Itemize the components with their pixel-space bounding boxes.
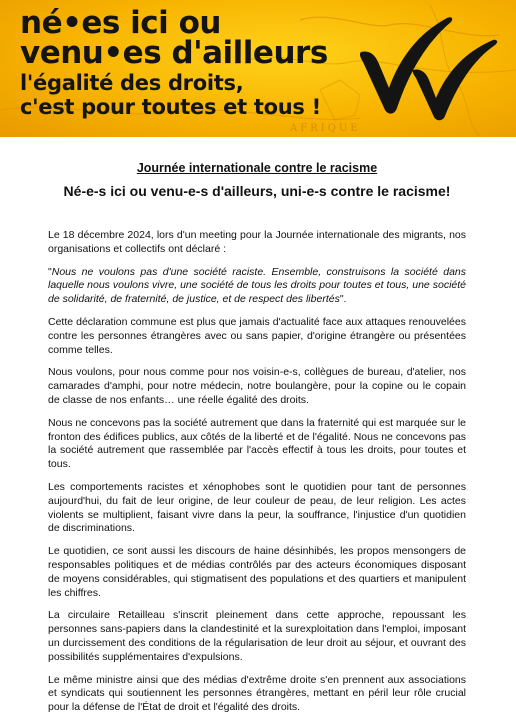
quote-text: Nous ne voulons pas d'une société raciste. Ensemble, construisons la société dans laquelle nous voulons vivre, une société de tous les droits pour toutes et tous, une société de solidarité, de fraternité, de justice, et de respect des libertés bbox=[48, 265, 466, 306]
paragraph: Les comportements racistes et xénophobes sont le quotidien pour tant de personnes aujourd'hui, du fait de leur origine, de leur couleur de peau, de leur religion. Les actes violents se multiplient, faisant vivre dans la peur, la souffrance, l'injustice d'un quotidien de discriminations. bbox=[48, 480, 466, 535]
banner-slogan bbox=[20, 5, 328, 119]
banner-line-2: venu•es d'ailleurs bbox=[20, 35, 328, 71]
document-body bbox=[0, 137, 516, 715]
document-subtitle: Né-e-s ici ou venu-e-s d'ailleurs, uni-e-s contre le racisme! bbox=[63, 183, 451, 199]
map-label-afrique: AFRIQUE bbox=[290, 123, 361, 134]
quote-open-mark: " bbox=[48, 265, 52, 278]
document-title: Journée internationale contre le racisme bbox=[136, 161, 378, 175]
paragraph: La circulaire Retailleau s'inscrit pleinement dans cette approche, repoussant les personnes sans-papiers dans la clandestinité et la surexploitation dans l'emploi, imposant un durcissement des conditions de la régularisation de leur droit au séjour, et ouvrant des possibilités supplémentaires d'expulsions. bbox=[48, 609, 466, 663]
paragraph: Le quotidien, ce sont aussi les discours de haine désinhibés, les propos mensongers de responsables politiques et de médias contrôlés par des acteurs économiques disposant de moyens considérables, qui stigmatisent des populations et des quartiers et manipulent les chiffres. bbox=[48, 545, 466, 599]
paragraph: Le même ministre ainsi que des médias d'extrême droite s'en prennent aux associations et syndicats qui soutiennent les personnes étrangères, mettant en péril leur rôle crucial pour la défense de l'État de droit et l'égalité des droits. bbox=[48, 673, 466, 714]
paragraph-intro: Le 18 décembre 2024, lors d'un meeting pour la Journée internationale des migrants, nos organisations et collectifs ont déclaré : bbox=[48, 229, 466, 255]
header-banner bbox=[0, 0, 516, 137]
banner-line-3: l'égalité des droits, bbox=[20, 71, 244, 95]
paragraph: Nous ne concevons pas la société autrement que dans la fraternité qui est marquée sur le fronton des édifices publics, aux côtés de la liberté et de l'égalité. Nous ne concevons pas la société autrement que rassemblée par l'accès effectif à tous les droits, pour toutes et tous. bbox=[48, 416, 466, 471]
banner-line-4: c'est pour toutes et tous ! bbox=[20, 95, 321, 119]
checkmark-icon bbox=[413, 40, 498, 120]
paragraph: Nous voulons, pour nous comme pour nos voisin-e-s, collègues de bureau, d'atelier, nos camarades d'amphi, pour notre médecin, notre boulangère, pour la copine ou le copain de classe de nos enfants… une réelle égalité des droits. bbox=[48, 366, 466, 406]
declaration-quote bbox=[48, 266, 466, 307]
quote-close-mark: ". bbox=[339, 293, 347, 306]
paragraph: Cette déclaration commune est plus que jamais d'actualité face aux attaques renouvelées contre les personnes étrangères avec ou sans papier, d'origine étrangère ou présentées comme telles. bbox=[48, 315, 466, 356]
banner-line-1: né•es ici ou bbox=[20, 5, 221, 41]
checkmarks-logo bbox=[355, 12, 505, 122]
